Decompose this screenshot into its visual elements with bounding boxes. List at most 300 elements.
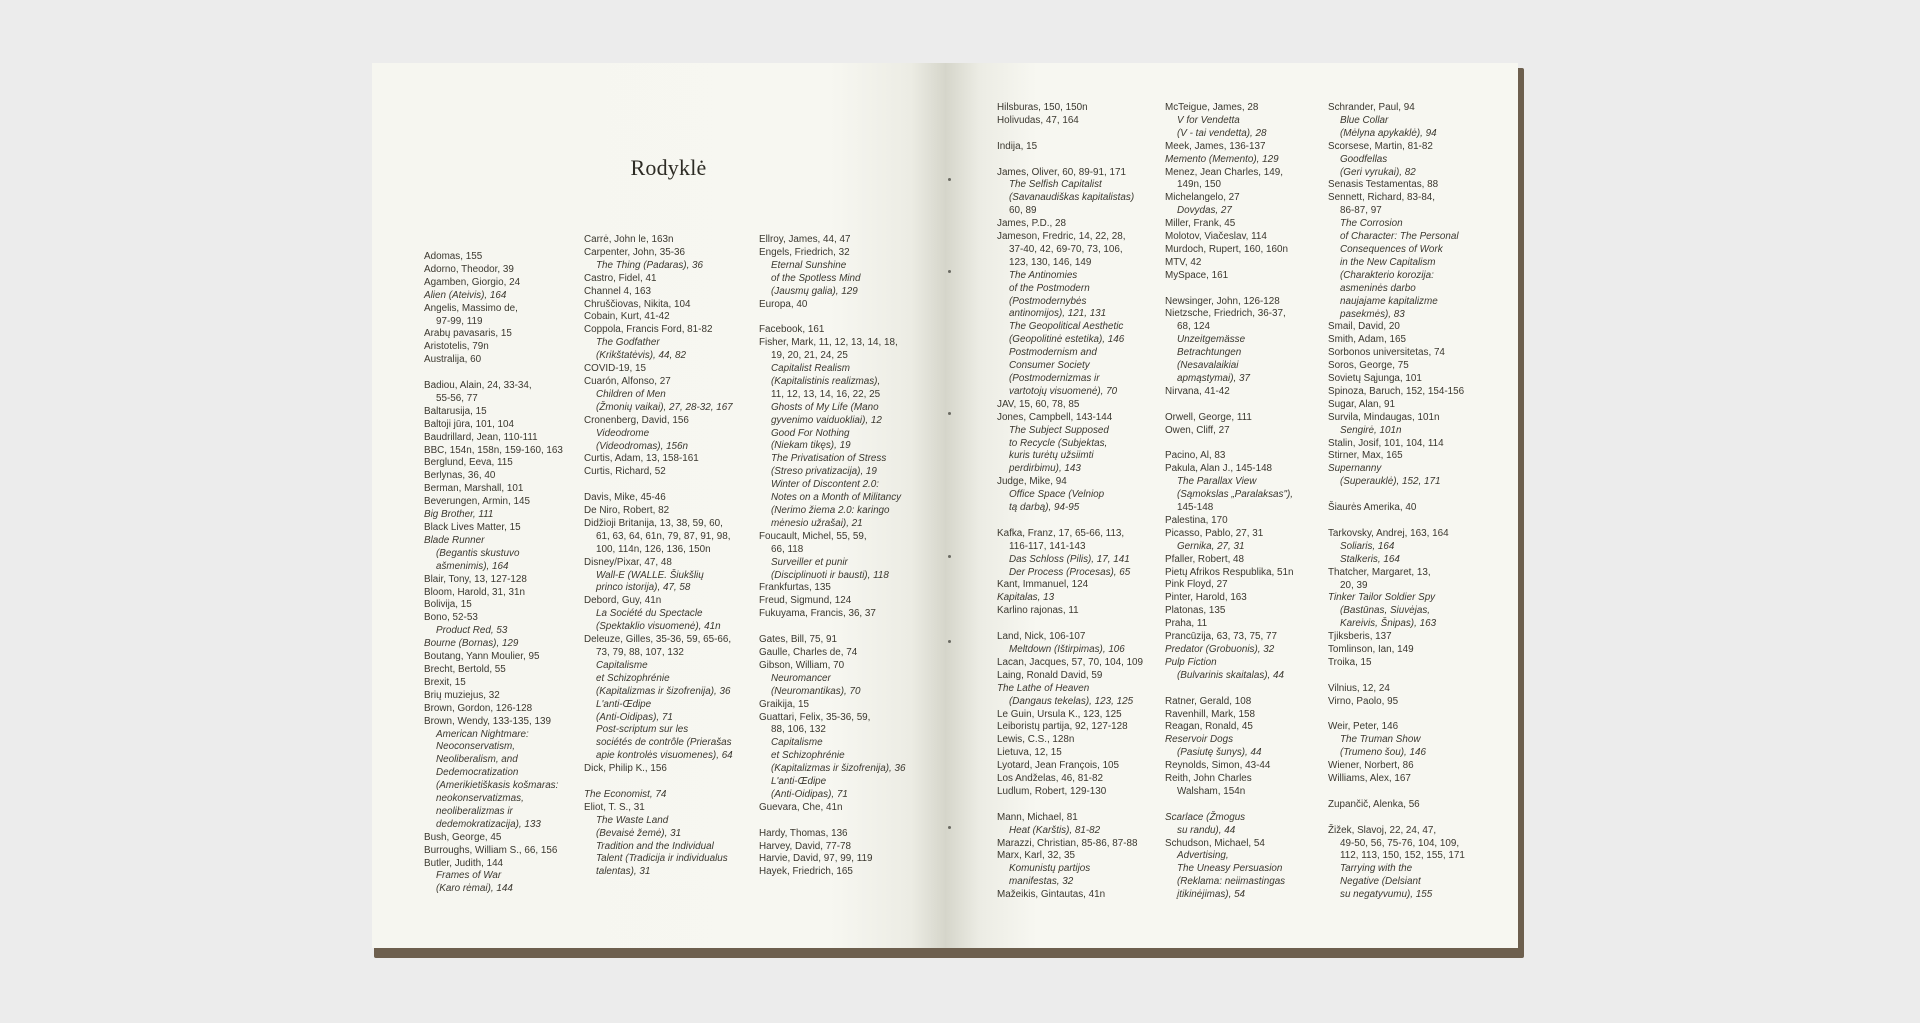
index-entry: Harvey, David, 77-78 (759, 840, 852, 852)
index-entry: Michelangelo, 27 (1165, 192, 1240, 204)
index-entry: Nirvana, 41-42 (1165, 385, 1230, 397)
index-gap (759, 815, 937, 828)
index-entry: The Economist, 74 (584, 788, 667, 800)
index-subentry: Postmodernism and (1009, 347, 1097, 359)
index-gap (997, 618, 1163, 631)
index-subentry: The Parallax View (1177, 476, 1257, 488)
index-subentry: The Corrosion (1340, 218, 1403, 230)
index-entry: Agamben, Giorgio, 24 (424, 276, 521, 288)
index-entry: Adorno, Theodor, 39 (424, 263, 514, 275)
index-entry: Memento (Memento), 129 (1165, 153, 1279, 165)
index-subentry: (Reklama: neiimastingas (1177, 876, 1286, 888)
index-entry: Williams, Alex, 167 (1328, 773, 1411, 785)
index-entry: Cobain, Kurt, 41-42 (584, 311, 670, 323)
index-subentry: Der Process (Procesas), 65 (1009, 566, 1131, 578)
index-subentry: to Recycle (Subjektas, (1009, 437, 1108, 449)
index-subentry: Heat (Karštis), 81-82 (1009, 824, 1101, 836)
index-subentry: Neoliberalism, and (436, 754, 518, 766)
index-subentry: 112, 113, 150, 152, 155, 171 (1340, 850, 1465, 862)
index-subentry: (Karo rėmai), 144 (436, 883, 513, 895)
index-subentry: Meltdown (Ištirpimas), 106 (1009, 644, 1125, 655)
index-column-6 (1328, 102, 1503, 902)
index-entry: Holivudas, 47, 164 (997, 114, 1079, 126)
index-subentry: princo istorija), 47, 58 (596, 582, 691, 594)
index-subentry: (Bevaisė žemė), 31 (596, 827, 682, 839)
index-entry: Pulp Fiction (1165, 656, 1217, 668)
index-subentry: su negatyvumu), 155 (1340, 889, 1433, 901)
index-entry: Nietzsche, Friedrich, 36-37, (1165, 308, 1286, 320)
index-subentry: (Geri vyrukai), 82 (1340, 166, 1416, 178)
index-gap (759, 311, 937, 324)
index-entry: Meek, James, 136-137 (1165, 140, 1266, 152)
index-entry: Blair, Tony, 13, 127-128 (424, 573, 527, 585)
index-subentry: of the Spotless Mind (771, 272, 861, 284)
index-entry: De Niro, Robert, 82 (584, 505, 670, 517)
index-subentry: The Godfather (596, 337, 660, 349)
index-subentry: Stalkeris, 164 (1340, 553, 1400, 565)
index-entry: Pakula, Alan J., 145-148 (1165, 463, 1273, 475)
index-entry: Marx, Karl, 32, 35 (997, 850, 1075, 862)
index-entry: Stirner, Max, 165 (1328, 450, 1403, 462)
index-subentry: Tarrying with the (1340, 863, 1413, 875)
index-entry: Brown, Wendy, 133-135, 139 (424, 715, 551, 727)
index-gap (1328, 515, 1503, 528)
index-subentry: Notes on a Month of Militancy (771, 492, 902, 504)
index-subentry: (Superauklė), 152, 171 (1340, 476, 1441, 488)
index-entry: Picasso, Pablo, 27, 31 (1165, 527, 1264, 539)
index-entry: Mann, Michael, 81 (997, 811, 1078, 823)
index-entry: Cuarón, Alfonso, 27 (584, 375, 671, 387)
index-entry: Tarkovsky, Andrej, 163, 164 (1328, 527, 1449, 539)
index-entry: Brecht, Bertold, 55 (424, 663, 506, 675)
index-entry: Senasis Testamentas, 88 (1328, 179, 1439, 191)
index-subentry: Capitalist Realism (771, 363, 851, 375)
index-entry: Ravenhill, Mark, 158 (1165, 708, 1256, 720)
index-entry: Sovietų Sąjunga, 101 (1328, 373, 1422, 385)
index-entry: Dick, Philip K., 156 (584, 763, 667, 775)
index-subentry: Wall-E (WALLE. Šiukšlių (596, 569, 704, 581)
index-entry: McTeigue, James, 28 (1165, 102, 1259, 113)
index-subentry: (Videodromas), 156n (596, 440, 689, 452)
index-subentry: of Character: The Personal (1340, 231, 1459, 243)
index-subentry: Videodrome (596, 427, 650, 439)
index-subentry: of the Postmodern (1009, 282, 1090, 294)
index-subentry: (Mėlyna apykaklė), 94 (1340, 127, 1437, 139)
index-subentry: Blue Collar (1340, 114, 1389, 126)
index-subentry: ašmenimis), 164 (436, 560, 509, 572)
index-entry: Tomlinson, Ian, 149 (1328, 644, 1414, 656)
index-entry: Platonas, 135 (1165, 605, 1226, 617)
index-entry: Lewis, C.S., 128n (997, 734, 1075, 746)
index-entry: Butler, Judith, 144 (424, 857, 504, 869)
index-subentry: (Nesavalaikiai (1177, 360, 1239, 372)
binding-hole (948, 826, 951, 829)
index-subentry: Office Space (Velniop (1009, 489, 1105, 501)
index-entry: Virno, Paolo, 95 (1328, 695, 1399, 707)
index-entry: Sennett, Richard, 83-84, (1328, 192, 1436, 204)
index-subentry: 86-87, 97 (1340, 205, 1382, 217)
index-entry: Baltarusija, 15 (424, 405, 487, 417)
index-subentry: dedemokratizacija), 133 (436, 818, 541, 830)
index-subentry: antinomijos), 121, 131 (1009, 308, 1107, 320)
index-subentry: Capitalisme (596, 659, 648, 671)
index-subentry: apie kontrolės visuomenes), 64 (596, 750, 733, 762)
index-subentry: (Jausmų galia), 129 (771, 285, 858, 297)
index-entry: Reservoir Dogs (1165, 734, 1234, 746)
index-subentry: sociétés de contrôle (Prierašas (596, 737, 732, 749)
index-subentry: V for Vendetta (1177, 114, 1240, 126)
index-gap (424, 367, 586, 380)
index-subentry: (Krikštatėvis), 44, 82 (596, 350, 687, 362)
index-subentry: neoliberalizmas ir (436, 805, 513, 817)
index-subentry: 145-148 (1177, 502, 1214, 514)
index-subentry: Kareivis, Šnipas), 163 (1340, 618, 1437, 630)
index-entry: Schudson, Michael, 54 (1165, 837, 1265, 849)
index-column-2 (584, 234, 758, 879)
index-subentry: (Spektaklio visuomenė), 41n (596, 621, 721, 633)
index-entry: Chruščiovas, Nikita, 104 (584, 298, 691, 310)
index-subentry: (Bulvarinis skaitalas), 44 (1177, 669, 1285, 681)
index-subentry: įtikinėjimas), 54 (1177, 889, 1246, 901)
index-subentry: 97-99, 119 (436, 315, 483, 327)
index-subentry: Children of Men (596, 388, 666, 400)
index-subentry: (Streso privatizacija), 19 (771, 466, 877, 478)
index-gap (1328, 670, 1503, 683)
index-gap (1165, 283, 1327, 296)
index-subentry: Sengirė, 101n (1340, 424, 1402, 436)
index-entry: Land, Nick, 106-107 (997, 631, 1086, 643)
index-entry: Troika, 15 (1328, 656, 1372, 668)
index-subentry: 11, 12, 13, 14, 16, 22, 25 (771, 388, 881, 400)
index-entry: Lacan, Jacques, 57, 70, 104, 109 (997, 656, 1144, 668)
index-entry: Bush, George, 45 (424, 831, 502, 843)
index-subentry: (Charakterio korozija: (1340, 269, 1434, 281)
index-subentry: 116-117, 141-143 (1009, 540, 1086, 552)
index-subentry: The Waste Land (596, 814, 669, 826)
index-entry: Pacino, Al, 83 (1165, 450, 1226, 462)
index-entry: Angelis, Massimo de, (424, 302, 518, 314)
index-entry: Thatcher, Margaret, 13, (1328, 566, 1431, 578)
index-entry: Bono, 52-53 (424, 612, 478, 624)
index-entry: Curtis, Adam, 13, 158-161 (584, 453, 699, 465)
index-column-4 (997, 102, 1163, 902)
index-subentry: vartotojų visuomenė), 70 (1009, 385, 1118, 397)
index-entry: Australija, 60 (424, 354, 482, 366)
index-entry: Praha, 11 (1165, 618, 1208, 630)
index-subentry: talentas), 31 (596, 866, 651, 878)
index-subentry: (Postmodernybės (1009, 295, 1087, 307)
index-subentry: Dovydas, 27 (1177, 205, 1232, 217)
index-gap (1328, 489, 1503, 502)
index-subentry: 88, 106, 132 (771, 724, 826, 736)
index-subentry: pasekmės), 83 (1340, 308, 1405, 320)
index-entry: Brown, Gordon, 126-128 (424, 702, 533, 714)
index-subentry: (Sąmokslas „Paralaksas"), (1177, 489, 1294, 501)
index-entry: Pfaller, Robert, 48 (1165, 553, 1245, 565)
index-subentry: neokonservatizmas, (436, 793, 524, 805)
index-subentry: (Trumeno šou), 146 (1340, 747, 1426, 759)
index-gap (997, 799, 1163, 812)
index-subentry: (Postmodernizmas ir (1009, 373, 1100, 384)
index-subentry: mėnesio užrašai), 21 (771, 517, 863, 529)
index-subentry: et Schizophrénie (596, 672, 670, 684)
index-entry: Smith, Adam, 165 (1328, 334, 1406, 346)
index-entry: Guevara, Che, 41n (759, 801, 843, 813)
index-entry: Kapitalas, 13 (997, 592, 1055, 604)
index-subentry: in the New Capitalism (1340, 256, 1436, 268)
index-subentry: 55-56, 77 (436, 392, 478, 404)
index-entry: Debord, Guy, 41n (584, 595, 662, 607)
page-title: Rodyklė (630, 155, 707, 180)
index-subentry: Negative (Delsiant (1340, 876, 1421, 888)
index-entry: James, P.D., 28 (997, 218, 1066, 230)
index-entry: Carpenter, John, 35-36 (584, 246, 686, 258)
index-subentry: 73, 79, 88, 107, 132 (596, 646, 684, 658)
index-entry: Orwell, George, 111 (1165, 411, 1252, 423)
index-subentry: Unzeitgemässe (1177, 334, 1246, 346)
index-entry: Soros, George, 75 (1328, 360, 1409, 372)
index-entry: BBC, 154n, 158n, 159-160, 163 (424, 444, 563, 456)
index-entry: Fukuyama, Francis, 36, 37 (759, 608, 876, 620)
index-entry: Survila, Mindaugas, 101n (1328, 411, 1440, 423)
index-entry: Baltoji jūra, 101, 104 (424, 418, 515, 430)
index-entry: Engels, Friedrich, 32 (759, 246, 850, 258)
index-entry: Ratner, Gerald, 108 (1165, 695, 1252, 707)
index-subentry: 123, 130, 146, 149 (1009, 256, 1092, 268)
index-subentry: Walsham, 154n (1177, 785, 1246, 797)
index-entry: Pietų Afrikos Respublika, 51n (1165, 566, 1294, 578)
index-entry: Stalin, Josif, 101, 104, 114 (1328, 437, 1444, 449)
index-subentry: (Anti-Oidipas), 71 (771, 788, 848, 800)
index-entry: Berman, Marshall, 101 (424, 483, 524, 495)
index-subentry: et Schizophrénie (771, 750, 845, 762)
index-subentry: The Truman Show (1340, 734, 1421, 746)
index-entry: Facebook, 161 (759, 324, 825, 336)
index-subentry: Gernika, 27, 31 (1177, 540, 1245, 552)
index-subentry: The Antinomies (1009, 269, 1078, 281)
index-entry: COVID-19, 15 (584, 363, 647, 375)
index-entry: Gaulle, Charles de, 74 (759, 646, 858, 658)
index-entry: Predator (Grobuonis), 32 (1165, 644, 1275, 656)
index-subentry: (Anti-Oidipas), 71 (596, 711, 673, 723)
index-subentry: tą darbą), 94-95 (1009, 502, 1080, 514)
index-entry: Miller, Frank, 45 (1165, 218, 1236, 230)
index-gap (997, 154, 1163, 167)
index-subentry: (Dangaus tekelas), 123, 125 (1009, 695, 1134, 707)
index-subentry: (Kapitalizmas ir šizofrenija), 36 (596, 685, 731, 697)
index-entry: Weir, Peter, 146 (1328, 721, 1399, 733)
index-entry: Fisher, Mark, 11, 12, 13, 14, 18, (759, 337, 898, 349)
index-entry: Disney/Pixar, 47, 48 (584, 556, 672, 568)
index-column-3 (759, 234, 937, 879)
index-subentry: su randu), 44 (1177, 824, 1236, 836)
index-subentry: Winter of Discontent 2.0: (771, 479, 880, 491)
index-subentry: The Thing (Padaras), 36 (596, 259, 704, 271)
index-subentry: (Neuromantikas), 70 (771, 685, 861, 697)
index-subentry: 20, 39 (1340, 579, 1368, 591)
index-subentry: (Begantis skustuvo (436, 547, 520, 559)
index-gap (1328, 709, 1503, 722)
index-entry: Arabų pavasaris, 15 (424, 328, 512, 340)
index-entry: Lyotard, Jean François, 105 (997, 760, 1120, 772)
index-subentry: (Bastūnas, Siuvėjas, (1340, 605, 1431, 617)
index-entry: Tinker Tailor Soldier Spy (1328, 592, 1436, 604)
index-entry: Kant, Immanuel, 124 (997, 579, 1089, 591)
index-entry: Brių muziejus, 32 (424, 689, 500, 701)
index-entry: Eliot, T. S., 31 (584, 801, 645, 813)
binding-hole (948, 555, 951, 558)
index-subentry: Good For Nothing (771, 427, 850, 439)
index-subentry: Das Schloss (Pilis), 17, 141 (1009, 553, 1130, 565)
index-subentry: (Niekam tikęs), 19 (771, 440, 851, 452)
index-subentry: Betrachtungen (1177, 347, 1242, 359)
index-gap (997, 515, 1163, 528)
index-entry: Alien (Ateivis), 164 (424, 289, 507, 301)
index-entry: Scarlace (Žmogus (1165, 811, 1246, 823)
index-subentry: Capitalisme (771, 737, 823, 749)
index-entry: MTV, 42 (1165, 256, 1202, 268)
index-subentry: Surveiller et punir (771, 556, 848, 568)
index-entry: Molotov, Viačeslav, 114 (1165, 231, 1267, 243)
index-gap (1328, 812, 1503, 825)
index-entry: Gates, Bill, 75, 91 (759, 634, 837, 646)
index-subentry: (Kapitalizmas ir šizofrenija), 36 (771, 763, 906, 775)
index-subentry: Product Red, 53 (436, 625, 508, 637)
index-subentry: (Žmonių vaikai), 27, 28-32, 167 (596, 401, 733, 413)
index-entry: Gibson, William, 70 (759, 659, 845, 671)
index-entry: Hardy, Thomas, 136 (759, 827, 848, 839)
index-entry: Ludlum, Robert, 129-130 (997, 785, 1107, 797)
index-subentry: 66, 118 (771, 543, 804, 555)
index-entry: The Lathe of Heaven (997, 682, 1090, 694)
index-entry: Wiener, Norbert, 86 (1328, 760, 1414, 772)
index-subentry: asmeninės darbo (1340, 282, 1416, 294)
index-entry: Berglund, Eeva, 115 (424, 457, 513, 469)
index-entry: Jones, Campbell, 143-144 (997, 411, 1113, 423)
index-subentry: Ghosts of My Life (Mano (771, 401, 879, 413)
index-entry: Freud, Sigmund, 124 (759, 595, 852, 607)
index-entry: Tjiksberis, 137 (1328, 631, 1392, 643)
index-entry: Berlynas, 36, 40 (424, 470, 496, 482)
index-entry: Frankfurtas, 135 (759, 582, 831, 594)
index-subentry: Neoconservatism, (436, 741, 516, 753)
index-gap (1328, 786, 1503, 799)
index-entry: Menez, Jean Charles, 149, (1165, 166, 1284, 178)
index-entry: Leiboristų partija, 92, 127-128 (997, 721, 1128, 733)
index-entry: Badiou, Alain, 24, 33-34, (424, 380, 532, 392)
index-subentry: Komunistų partijos (1009, 863, 1091, 875)
index-subentry: naujajame kapitalizme (1340, 295, 1438, 307)
index-entry: Reith, John Charles (1165, 773, 1252, 785)
index-entry: Pink Floyd, 27 (1165, 579, 1228, 591)
index-entry: Castro, Fidel, 41 (584, 272, 657, 284)
index-subentry: perdirbimu), 143 (1009, 463, 1081, 475)
index-entry: Baudrillard, Jean, 110-111 (424, 431, 538, 443)
index-entry: Owen, Cliff, 27 (1165, 424, 1230, 436)
index-entry: Vilnius, 12, 24 (1328, 682, 1390, 694)
index-subentry: L'anti-Œdipe (771, 776, 827, 788)
index-subentry: The Geopolitical Aesthetic (1009, 321, 1124, 333)
index-entry: Murdoch, Rupert, 160, 160n (1165, 243, 1288, 255)
index-entry: Reynolds, Simon, 43-44 (1165, 760, 1271, 772)
index-subentry: (Pasiutę šunys), 44 (1177, 747, 1262, 759)
index-subentry: Consumer Society (1009, 360, 1090, 372)
index-entry: Zupančič, Alenka, 56 (1328, 798, 1420, 810)
index-entry: Los Andželas, 46, 81-82 (997, 773, 1103, 785)
index-gap (584, 479, 758, 492)
index-subentry: Eternal Sunshine (771, 259, 847, 271)
index-subentry: The Selfish Capitalist (1009, 179, 1102, 191)
index-entry: Blade Runner (424, 534, 485, 546)
index-entry: Didžioji Britanija, 13, 38, 59, 60, (584, 517, 723, 529)
index-entry: Curtis, Richard, 52 (584, 466, 666, 478)
index-entry: Big Brother, 111 (424, 509, 494, 521)
index-subentry: (Nerimo žiema 2.0: karingo (771, 505, 890, 517)
index-entry: Davis, Mike, 45-46 (584, 492, 666, 504)
index-entry: Le Guin, Ursula K., 123, 125 (997, 708, 1122, 720)
index-gap (1165, 438, 1327, 451)
binding-hole (948, 270, 951, 273)
index-entry: Europa, 40 (759, 298, 808, 310)
index-entry: Deleuze, Gilles, 35-36, 59, 65-66, (584, 634, 732, 646)
index-subentry: apmąstymai), 37 (1177, 373, 1250, 385)
index-gap (1165, 799, 1327, 812)
index-entry: Hilsburas, 150, 150n (997, 102, 1088, 113)
index-entry: Bloom, Harold, 31, 31n (424, 586, 526, 598)
index-entry: Lietuva, 12, 15 (997, 747, 1062, 759)
index-entry: Burroughs, William S., 66, 156 (424, 844, 558, 856)
index-subentry: (Geopolitinė estetika), 146 (1009, 334, 1125, 346)
index-entry: Jameson, Fredric, 14, 22, 28, (997, 231, 1126, 243)
index-subentry: manifestas, 32 (1009, 876, 1074, 888)
index-entry: MySpace, 161 (1165, 269, 1229, 281)
index-subentry: 19, 20, 21, 24, 25 (771, 350, 848, 362)
binding-hole (948, 640, 951, 643)
index-entry: Graikija, 15 (759, 698, 809, 710)
index-column-5 (1165, 102, 1327, 902)
index-subentry: La Société du Spectacle (596, 608, 703, 620)
index-entry: Foucault, Michel, 55, 59, (759, 530, 867, 542)
index-entry: Harvie, David, 97, 99, 119 (759, 853, 873, 865)
index-entry: Reagan, Ronald, 45 (1165, 721, 1253, 733)
index-subentry: kuris turėtų užsiimti (1009, 450, 1094, 462)
index-subentry: Talent (Tradicija ir individualus (596, 853, 728, 865)
index-subentry: (Amerikietiškasis košmaras: (436, 780, 559, 792)
index-column-1 (424, 251, 586, 896)
index-entry: Marazzi, Christian, 85-86, 87-88 (997, 837, 1138, 849)
index-subentry: Advertising, (1177, 850, 1229, 862)
index-entry: Judge, Mike, 94 (997, 476, 1067, 488)
index-entry: Sugar, Alan, 91 (1328, 398, 1395, 410)
index-entry: Cronenberg, David, 156 (584, 414, 689, 426)
index-subentry: The Subject Supposed (1009, 424, 1109, 436)
index-entry: Boutang, Yann Moulier, 95 (424, 651, 540, 663)
index-subentry: 68, 124 (1177, 321, 1210, 333)
index-entry: Šiaurės Amerika, 40 (1328, 502, 1417, 514)
index-subentry: Goodfellas (1340, 153, 1388, 165)
index-entry: Hayek, Friedrich, 165 (759, 866, 853, 878)
index-entry: Sorbonos universitetas, 74 (1328, 347, 1445, 359)
index-entry: Pinter, Harold, 163 (1165, 592, 1247, 604)
index-subentry: gyvenimo vaiduokliai), 12 (771, 414, 882, 426)
index-entry: Supernanny (1328, 463, 1382, 475)
index-subentry: The Privatisation of Stress (771, 453, 887, 465)
index-entry: Bolivija, 15 (424, 599, 472, 611)
index-subentry: 37-40, 42, 69-70, 73, 106, (1009, 243, 1123, 255)
index-subentry: (V - tai vendetta), 28 (1177, 127, 1267, 139)
index-entry: James, Oliver, 60, 89-91, 171 (997, 166, 1126, 178)
index-subentry: 149n, 150 (1177, 179, 1221, 191)
